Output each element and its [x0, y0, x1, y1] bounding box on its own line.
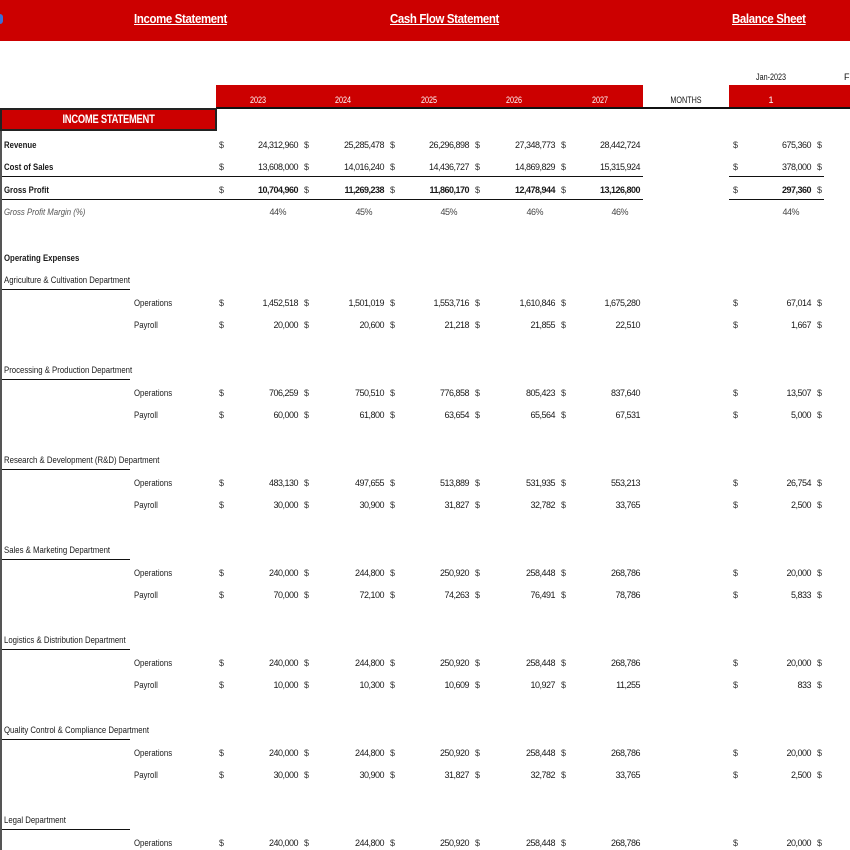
- currency-symbol: $: [817, 500, 823, 510]
- cell-2024[interactable]: 14,016,240: [343, 162, 384, 172]
- currency-symbol: $: [304, 658, 310, 668]
- row-label: Cost of Sales: [4, 162, 54, 173]
- department-underline: [2, 559, 130, 560]
- currency-symbol: $: [475, 658, 481, 668]
- currency-symbol: $: [817, 590, 823, 600]
- cell-month-1[interactable]: 2,500: [790, 770, 811, 780]
- currency-symbol: $: [817, 185, 823, 195]
- currency-symbol: $: [304, 590, 310, 600]
- currency-symbol: $: [561, 568, 567, 578]
- department-header: [0, 452, 850, 470]
- cell-2026[interactable]: 32,782: [530, 500, 555, 510]
- currency-symbol: $: [475, 410, 481, 420]
- currency-symbol: $: [219, 185, 225, 195]
- currency-symbol: $: [304, 140, 310, 150]
- currency-symbol: $: [561, 162, 567, 172]
- cell-2026[interactable]: 12,478,944: [514, 185, 555, 195]
- cell-2024[interactable]: 244,800: [354, 838, 384, 848]
- cell-2025[interactable]: 1,553,716: [433, 298, 469, 308]
- department-header: [0, 722, 850, 740]
- currency-symbol: $: [304, 185, 310, 195]
- currency-symbol: $: [561, 658, 567, 668]
- cell-month-1[interactable]: 20,000: [786, 838, 811, 848]
- expense-row: [0, 295, 850, 313]
- currency-symbol: $: [475, 568, 481, 578]
- currency-symbol: $: [390, 658, 396, 668]
- currency-symbol: $: [733, 748, 739, 758]
- cell-2023[interactable]: 60,000: [273, 410, 298, 420]
- currency-symbol: $: [561, 770, 567, 780]
- cell-month-1[interactable]: 20,000: [786, 568, 811, 578]
- cell-2027[interactable]: 13,126,800: [599, 185, 640, 195]
- cell-2026[interactable]: 805,423: [525, 388, 555, 398]
- cell-2024[interactable]: 244,800: [354, 658, 384, 668]
- expense-row: [0, 767, 850, 785]
- currency-symbol: $: [219, 298, 225, 308]
- currency-symbol: $: [390, 748, 396, 758]
- cell-2026[interactable]: 32,782: [530, 770, 555, 780]
- year-header-2027: 2027: [591, 95, 609, 105]
- currency-symbol: $: [219, 388, 225, 398]
- currency-symbol: $: [219, 162, 225, 172]
- cell-2023[interactable]: 240,000: [268, 568, 298, 578]
- cell-2024[interactable]: 30,900: [359, 500, 384, 510]
- currency-symbol: $: [561, 298, 567, 308]
- expense-row: [0, 745, 850, 763]
- section-title: INCOME STATEMENT: [62, 112, 155, 126]
- row-label: Logistics & Distribution Department: [4, 635, 126, 646]
- cell-2027[interactable]: 22,510: [615, 320, 640, 330]
- cell-2025[interactable]: 11,860,170: [429, 185, 469, 195]
- cell-month-1[interactable]: 675,360: [781, 140, 811, 150]
- department-underline: [2, 469, 130, 470]
- cell-2025[interactable]: 74,263: [444, 590, 469, 600]
- cell-2024[interactable]: 25,285,478: [343, 140, 384, 150]
- currency-symbol: $: [219, 590, 225, 600]
- cell-2025[interactable]: 31,827: [444, 500, 469, 510]
- row-sub-label: Operations: [134, 838, 173, 849]
- cell-2027[interactable]: 28,442,724: [599, 140, 640, 150]
- cell-2025[interactable]: 21,218: [444, 320, 469, 330]
- currency-symbol: $: [304, 748, 310, 758]
- cell-2024[interactable]: 61,800: [359, 410, 384, 420]
- cell-2027[interactable]: 837,640: [610, 388, 640, 398]
- cell-2026[interactable]: 258,448: [525, 568, 555, 578]
- cell-2023[interactable]: 240,000: [268, 838, 298, 848]
- currency-symbol: $: [390, 410, 396, 420]
- cell-month-1[interactable]: 2,500: [790, 500, 811, 510]
- cell-month-1[interactable]: 833: [797, 680, 811, 690]
- cell-2025[interactable]: 45%: [440, 207, 457, 217]
- month-date-header: Jan-2023: [755, 72, 787, 82]
- currency-symbol: $: [390, 320, 396, 330]
- row-label: Gross Profit: [4, 185, 50, 196]
- year-header-2024: 2024: [334, 95, 352, 105]
- row-sub-label: Operations: [134, 298, 173, 309]
- currency-symbol: $: [817, 298, 823, 308]
- cell-2025[interactable]: 250,920: [439, 838, 469, 848]
- revenue-row: [0, 137, 850, 155]
- expense-row: [0, 587, 850, 605]
- currency-symbol: $: [733, 140, 739, 150]
- cell-month-1[interactable]: 1,667: [790, 320, 811, 330]
- cell-month-1[interactable]: 26,754: [786, 478, 811, 488]
- cell-month-1[interactable]: 378,000: [781, 162, 811, 172]
- cell-2023[interactable]: 483,130: [268, 478, 298, 488]
- cell-month-1[interactable]: 297,360: [781, 185, 811, 195]
- currency-symbol: $: [733, 320, 739, 330]
- cell-2027[interactable]: 268,786: [610, 838, 640, 848]
- currency-symbol: $: [817, 748, 823, 758]
- cell-2023[interactable]: 1,452,518: [262, 298, 298, 308]
- currency-symbol: $: [390, 838, 396, 848]
- currency-symbol: $: [219, 478, 225, 488]
- currency-symbol: $: [733, 838, 739, 848]
- cell-month-1[interactable]: 20,000: [786, 658, 811, 668]
- expense-row: [0, 407, 850, 425]
- currency-symbol: $: [733, 410, 739, 420]
- row-label: Gross Profit Margin (%): [4, 207, 86, 218]
- cell-month-1[interactable]: 5,000: [790, 410, 811, 420]
- expense-row: [0, 497, 850, 515]
- department-header: [0, 632, 850, 650]
- currency-symbol: $: [219, 770, 225, 780]
- cell-2027[interactable]: 15,315,924: [599, 162, 640, 172]
- cell-2023[interactable]: 24,312,960: [257, 140, 298, 150]
- currency-symbol: $: [390, 500, 396, 510]
- currency-symbol: $: [817, 568, 823, 578]
- cell-2024[interactable]: 497,655: [354, 478, 384, 488]
- cell-2027[interactable]: 553,213: [610, 478, 640, 488]
- currency-symbol: $: [561, 478, 567, 488]
- cell-2025[interactable]: 250,920: [439, 568, 469, 578]
- row-label: Sales & Marketing Department: [4, 545, 111, 556]
- currency-symbol: $: [817, 320, 823, 330]
- currency-symbol: $: [817, 140, 823, 150]
- row-label: Agriculture & Cultivation Department: [4, 275, 130, 286]
- cell-2027[interactable]: 78,786: [615, 590, 640, 600]
- currency-symbol: $: [817, 680, 823, 690]
- cell-2024[interactable]: 1,501,019: [348, 298, 384, 308]
- cell-2024[interactable]: 10,300: [359, 680, 384, 690]
- selection-handle-icon[interactable]: [0, 14, 3, 24]
- currency-symbol: $: [561, 838, 567, 848]
- cell-2023[interactable]: 30,000: [273, 500, 298, 510]
- currency-symbol: $: [219, 320, 225, 330]
- operating-expenses-title: [0, 250, 850, 268]
- month-number-header: 1: [768, 95, 774, 105]
- cell-2023[interactable]: 13,608,000: [257, 162, 298, 172]
- currency-symbol: $: [561, 320, 567, 330]
- currency-symbol: $: [219, 568, 225, 578]
- cell-2024[interactable]: 244,800: [354, 568, 384, 578]
- department-underline: [2, 739, 130, 740]
- cell-2023[interactable]: 240,000: [268, 658, 298, 668]
- currency-symbol: $: [733, 658, 739, 668]
- cell-2026[interactable]: 258,448: [525, 658, 555, 668]
- currency-symbol: $: [561, 388, 567, 398]
- row-sub-label: Operations: [134, 658, 173, 669]
- currency-symbol: $: [561, 680, 567, 690]
- cell-2026[interactable]: 10,927: [530, 680, 555, 690]
- header-divider: [216, 107, 850, 109]
- cell-2026[interactable]: 76,491: [530, 590, 555, 600]
- currency-symbol: $: [475, 185, 481, 195]
- row-sub-label: Payroll: [134, 410, 158, 421]
- department-underline: [2, 289, 130, 290]
- year-header-2025: 2025: [420, 95, 438, 105]
- cell-2026[interactable]: 65,564: [530, 410, 555, 420]
- expense-row: [0, 677, 850, 695]
- currency-symbol: $: [390, 140, 396, 150]
- row-divider: [729, 176, 824, 177]
- currency-symbol: $: [733, 590, 739, 600]
- currency-symbol: $: [733, 185, 739, 195]
- currency-symbol: $: [219, 680, 225, 690]
- row-sub-label: Operations: [134, 478, 173, 489]
- cell-month-1[interactable]: 44%: [782, 207, 799, 217]
- row-sub-label: Payroll: [134, 680, 158, 691]
- currency-symbol: $: [219, 838, 225, 848]
- currency-symbol: $: [390, 388, 396, 398]
- cell-2026[interactable]: 21,855: [530, 320, 555, 330]
- currency-symbol: $: [390, 298, 396, 308]
- currency-symbol: $: [304, 298, 310, 308]
- months-label: MONTHS: [670, 95, 702, 105]
- cell-2026[interactable]: 1,610,846: [519, 298, 555, 308]
- expense-row: [0, 317, 850, 335]
- cell-2027[interactable]: 268,786: [610, 658, 640, 668]
- currency-symbol: $: [817, 388, 823, 398]
- cell-2026[interactable]: 531,935: [525, 478, 555, 488]
- currency-symbol: $: [390, 770, 396, 780]
- row-label: Operating Expenses: [4, 253, 80, 264]
- currency-symbol: $: [304, 680, 310, 690]
- department-header: [0, 362, 850, 380]
- currency-symbol: $: [304, 500, 310, 510]
- currency-symbol: $: [733, 568, 739, 578]
- cell-2027[interactable]: 46%: [611, 207, 628, 217]
- currency-symbol: $: [475, 770, 481, 780]
- currency-symbol: $: [817, 770, 823, 780]
- cell-2027[interactable]: 11,255: [616, 680, 640, 690]
- department-header: [0, 542, 850, 560]
- cell-2027[interactable]: 33,765: [615, 500, 640, 510]
- currency-symbol: $: [475, 388, 481, 398]
- cell-2024[interactable]: 30,900: [359, 770, 384, 780]
- cell-2023[interactable]: 30,000: [273, 770, 298, 780]
- currency-symbol: $: [475, 320, 481, 330]
- expense-row: [0, 565, 850, 583]
- department-header: [0, 812, 850, 830]
- cell-2024[interactable]: 750,510: [354, 388, 384, 398]
- cell-2023[interactable]: 20,000: [273, 320, 298, 330]
- next-month-header-partial: F: [844, 72, 850, 82]
- currency-symbol: $: [304, 838, 310, 848]
- currency-symbol: $: [390, 185, 396, 195]
- cell-2023[interactable]: 706,259: [268, 388, 298, 398]
- currency-symbol: $: [561, 185, 567, 195]
- cell-month-1[interactable]: 20,000: [786, 748, 811, 758]
- currency-symbol: $: [304, 320, 310, 330]
- row-sub-label: Payroll: [134, 500, 158, 511]
- currency-symbol: $: [219, 410, 225, 420]
- cell-2024[interactable]: 11,269,238: [344, 185, 384, 195]
- currency-symbol: $: [304, 568, 310, 578]
- currency-symbol: $: [561, 590, 567, 600]
- currency-symbol: $: [475, 298, 481, 308]
- cost-of-sales-row: [0, 159, 850, 177]
- department-underline: [2, 649, 130, 650]
- cell-2025[interactable]: 63,654: [444, 410, 469, 420]
- row-sub-label: Payroll: [134, 770, 158, 781]
- expense-row: [0, 835, 850, 850]
- currency-symbol: $: [475, 838, 481, 848]
- currency-symbol: $: [390, 568, 396, 578]
- row-divider: [729, 199, 824, 200]
- currency-symbol: $: [219, 500, 225, 510]
- currency-symbol: $: [475, 680, 481, 690]
- currency-symbol: $: [817, 162, 823, 172]
- year-header-2026: 2026: [505, 95, 523, 105]
- cell-2026[interactable]: 27,348,773: [514, 140, 555, 150]
- cell-2025[interactable]: 26,296,898: [428, 140, 469, 150]
- cell-2024[interactable]: 45%: [355, 207, 372, 217]
- year-header-2023: 2023: [249, 95, 267, 105]
- expense-row: [0, 655, 850, 673]
- cell-2027[interactable]: 67,531: [615, 410, 640, 420]
- cell-2025[interactable]: 10,609: [444, 680, 469, 690]
- gross-margin-row: [0, 204, 850, 222]
- income-statement-title-box: [0, 108, 217, 131]
- nav-link-balance-sheet[interactable]: Balance Sheet: [732, 11, 806, 26]
- currency-symbol: $: [733, 388, 739, 398]
- cell-2024[interactable]: 72,100: [359, 590, 384, 600]
- currency-symbol: $: [304, 770, 310, 780]
- currency-symbol: $: [475, 500, 481, 510]
- department-header: [0, 272, 850, 290]
- row-sub-label: Operations: [134, 568, 173, 579]
- currency-symbol: $: [561, 410, 567, 420]
- currency-symbol: $: [219, 748, 225, 758]
- row-label: Research & Development (R&D) Department: [4, 455, 160, 466]
- cell-2023[interactable]: 240,000: [268, 748, 298, 758]
- cell-2025[interactable]: 250,920: [439, 658, 469, 668]
- row-sub-label: Payroll: [134, 320, 158, 331]
- currency-symbol: $: [304, 162, 310, 172]
- expense-row: [0, 475, 850, 493]
- cell-month-1[interactable]: 67,014: [786, 298, 811, 308]
- cell-2023[interactable]: 10,704,960: [257, 185, 298, 195]
- currency-symbol: $: [390, 162, 396, 172]
- row-label: Quality Control & Compliance Department: [4, 725, 150, 736]
- currency-symbol: $: [817, 658, 823, 668]
- currency-symbol: $: [733, 298, 739, 308]
- cell-2023[interactable]: 10,000: [273, 680, 298, 690]
- currency-symbol: $: [733, 478, 739, 488]
- nav-link-cash-flow-statement[interactable]: Cash Flow Statement: [390, 11, 500, 26]
- currency-symbol: $: [475, 590, 481, 600]
- currency-symbol: $: [304, 388, 310, 398]
- currency-symbol: $: [390, 590, 396, 600]
- gross-profit-row: [0, 182, 850, 200]
- currency-symbol: $: [561, 748, 567, 758]
- cell-2025[interactable]: 250,920: [439, 748, 469, 758]
- currency-symbol: $: [304, 410, 310, 420]
- row-divider: [2, 176, 643, 177]
- department-underline: [2, 829, 130, 830]
- cell-2025[interactable]: 513,889: [439, 478, 469, 488]
- currency-symbol: $: [561, 500, 567, 510]
- cell-month-1[interactable]: 13,507: [786, 388, 811, 398]
- cell-2025[interactable]: 31,827: [444, 770, 469, 780]
- cell-2026[interactable]: 14,869,829: [514, 162, 555, 172]
- expense-row: [0, 385, 850, 403]
- currency-symbol: $: [219, 658, 225, 668]
- row-label: Revenue: [4, 140, 37, 151]
- department-underline: [2, 379, 130, 380]
- currency-symbol: $: [733, 500, 739, 510]
- currency-symbol: $: [733, 162, 739, 172]
- nav-link-income-statement[interactable]: Income Statement: [134, 11, 227, 26]
- currency-symbol: $: [817, 410, 823, 420]
- currency-symbol: $: [817, 478, 823, 488]
- currency-symbol: $: [475, 140, 481, 150]
- cell-2027[interactable]: 268,786: [610, 748, 640, 758]
- currency-symbol: $: [817, 838, 823, 848]
- currency-symbol: $: [475, 478, 481, 488]
- currency-symbol: $: [475, 748, 481, 758]
- row-label: Legal Department: [4, 815, 66, 826]
- currency-symbol: $: [475, 162, 481, 172]
- currency-symbol: $: [733, 680, 739, 690]
- cell-month-1[interactable]: 5,833: [790, 590, 811, 600]
- cell-2024[interactable]: 20,600: [359, 320, 384, 330]
- cell-2026[interactable]: 258,448: [525, 748, 555, 758]
- cell-2023[interactable]: 70,000: [273, 590, 298, 600]
- cell-2027[interactable]: 33,765: [615, 770, 640, 780]
- cell-2026[interactable]: 46%: [526, 207, 543, 217]
- currency-symbol: $: [390, 478, 396, 488]
- row-sub-label: Operations: [134, 748, 173, 759]
- row-sub-label: Payroll: [134, 590, 158, 601]
- sheet-nav-bar: [0, 0, 850, 41]
- currency-symbol: $: [219, 140, 225, 150]
- row-label: Processing & Production Department: [4, 365, 133, 376]
- cell-2025[interactable]: 14,436,727: [428, 162, 469, 172]
- currency-symbol: $: [561, 140, 567, 150]
- cell-2023[interactable]: 44%: [269, 207, 286, 217]
- cell-2025[interactable]: 776,858: [439, 388, 469, 398]
- row-sub-label: Operations: [134, 388, 173, 399]
- currency-symbol: $: [733, 770, 739, 780]
- currency-symbol: $: [304, 478, 310, 488]
- row-divider: [2, 199, 643, 200]
- cell-2027[interactable]: 268,786: [610, 568, 640, 578]
- cell-2026[interactable]: 258,448: [525, 838, 555, 848]
- cell-2024[interactable]: 244,800: [354, 748, 384, 758]
- cell-2027[interactable]: 1,675,280: [604, 298, 640, 308]
- currency-symbol: $: [390, 680, 396, 690]
